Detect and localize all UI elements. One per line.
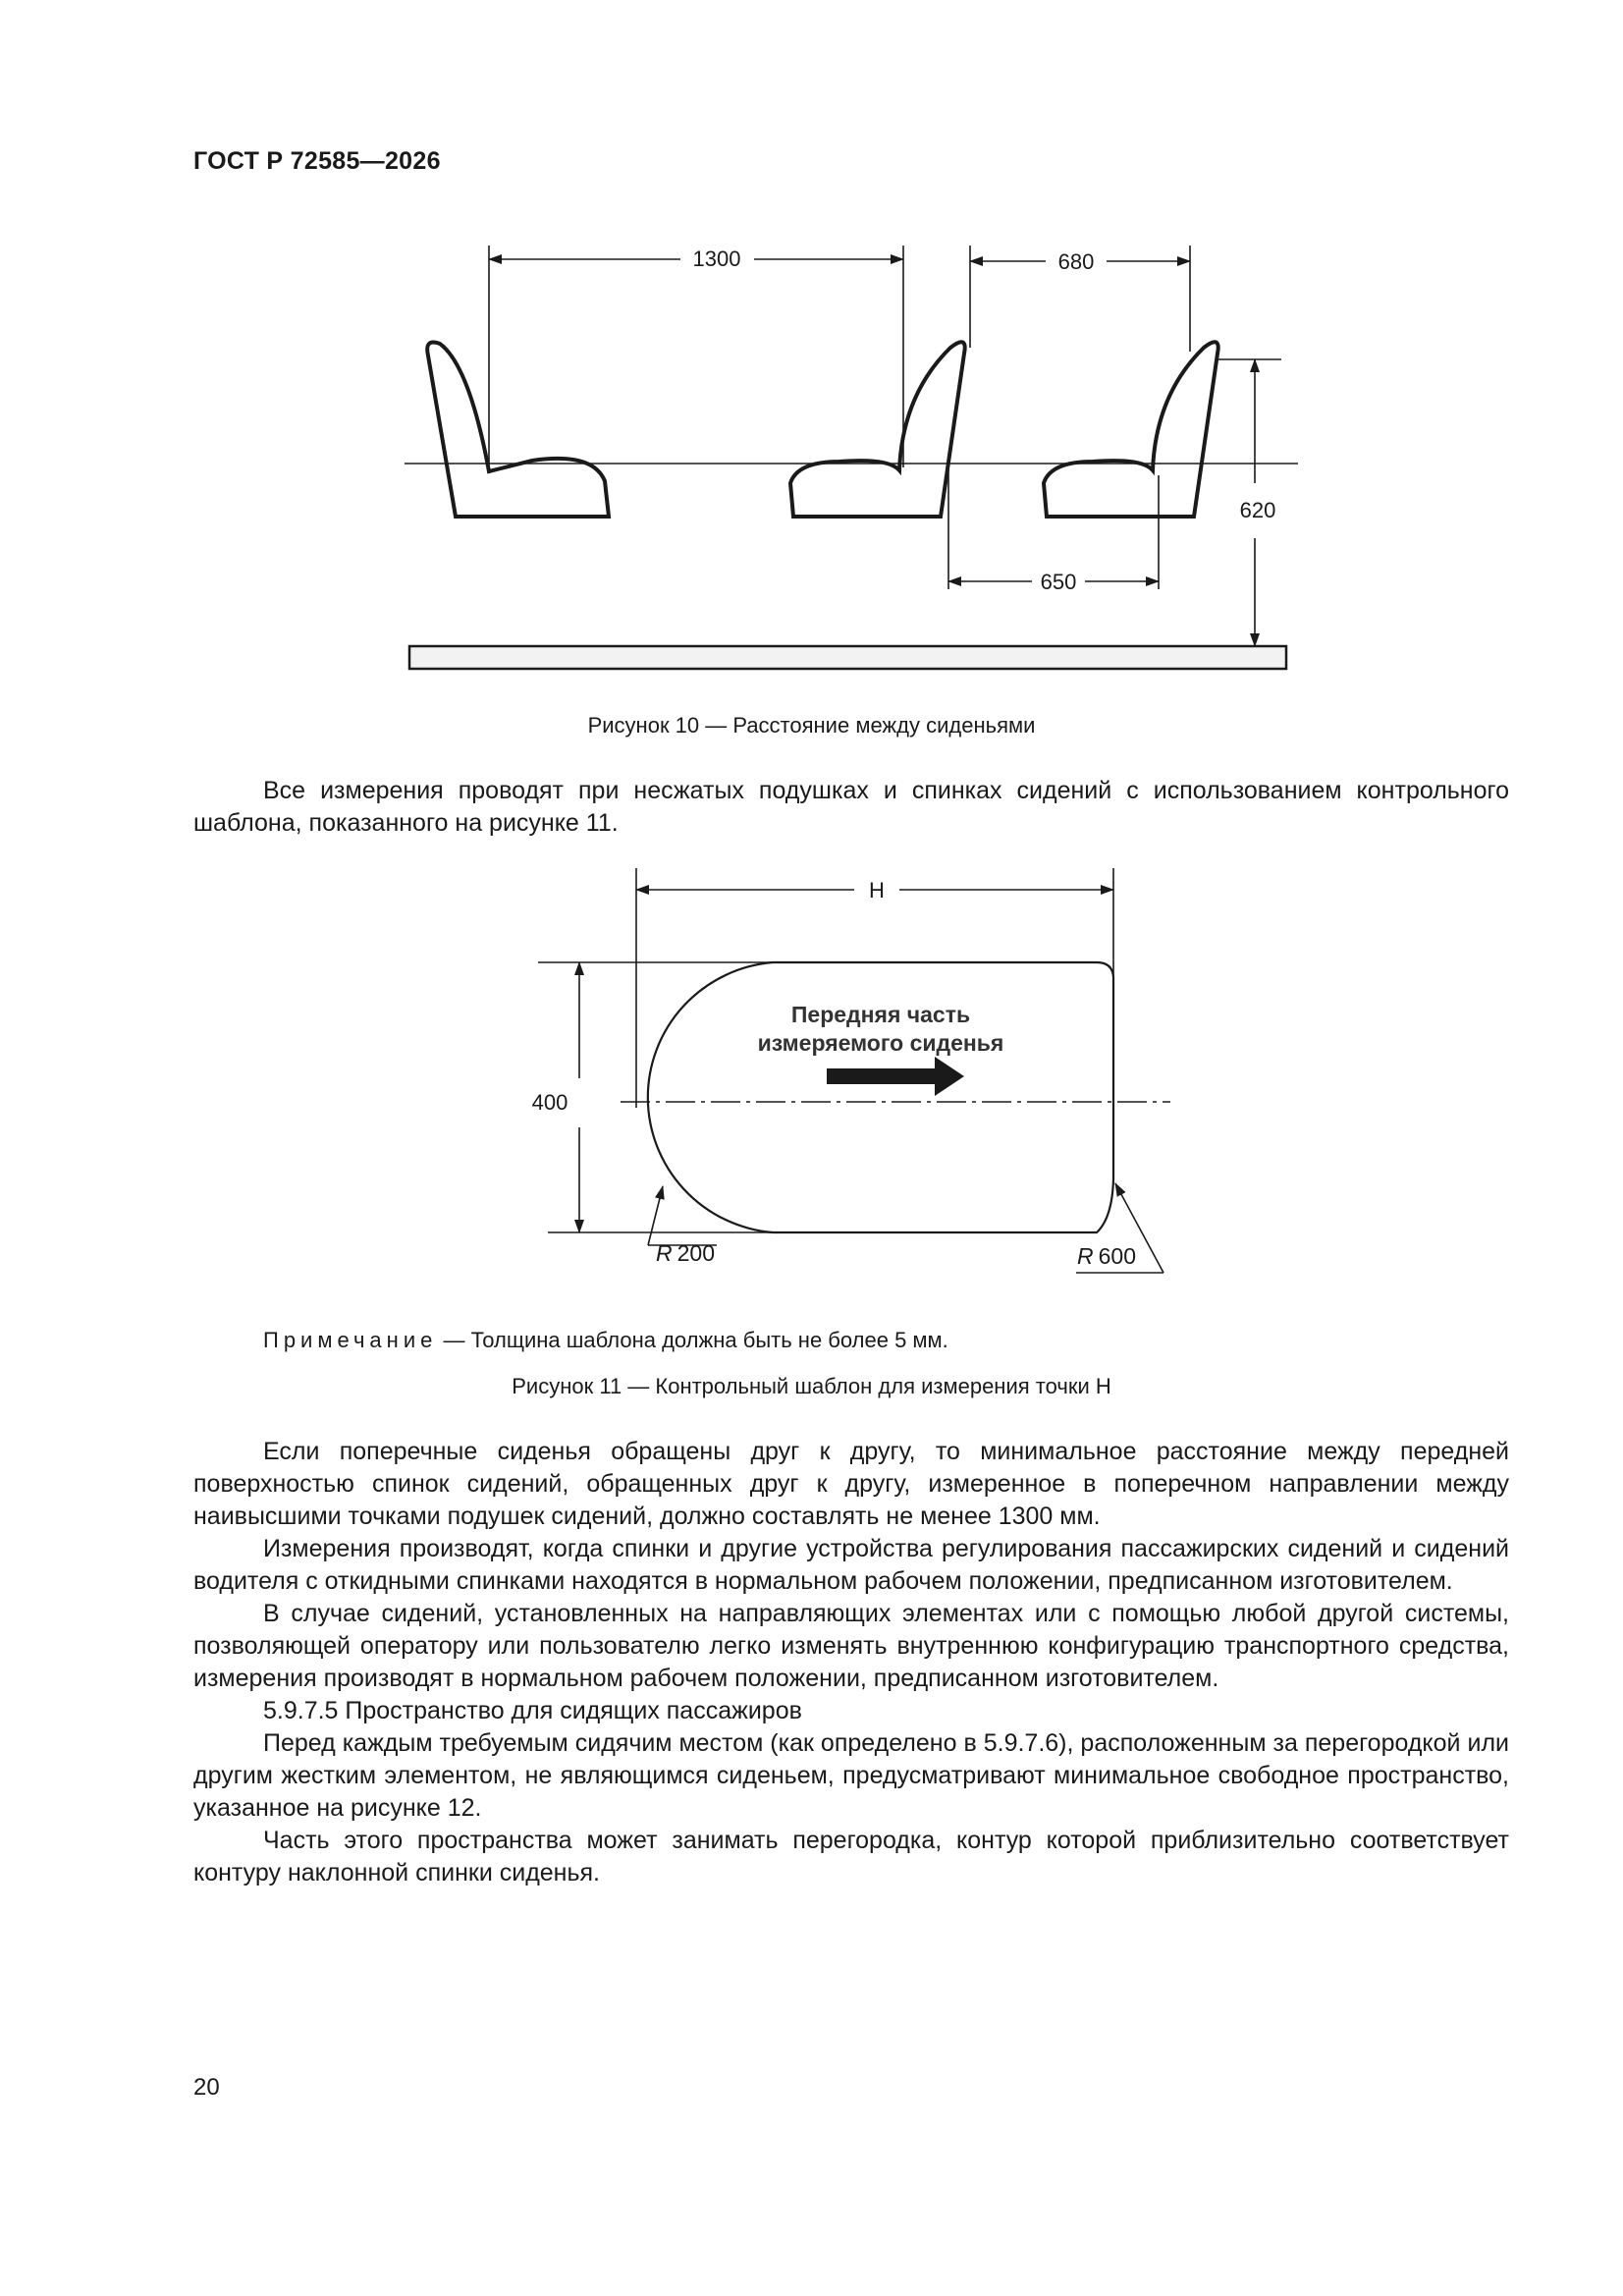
paragraph: Измерения производят, когда спинки и другие устройства регулирования пассажирских сидений и сидений водителя с откидными спинками находятся в нормальном рабочем положении, предписанном изготовителем. — [193, 1535, 1509, 1595]
section-heading: 5.9.7.5 Пространство для сидящих пассажиров — [263, 1697, 802, 1724]
page-number: 20 — [193, 2074, 220, 2101]
figure-11-caption: Рисунок 11 — Контрольный шаблон для измерения точки H — [512, 1374, 1111, 1398]
dim-1300-label: 1300 — [692, 246, 741, 271]
seat-front-label-1: Передняя часть — [790, 1002, 971, 1027]
seat-3 — [1044, 342, 1218, 517]
intro-paragraph: Все измерения проводят при несжатых подушках и спинках сидений с использованием контрольного шаблона, показанного на рисунке 11. — [193, 777, 1509, 837]
seat-2 — [790, 342, 965, 517]
dim-h-label: H — [869, 878, 885, 902]
seat-front-label-2: измеряемого сиденья — [757, 1030, 1004, 1056]
dim-650-label: 650 — [1040, 570, 1077, 594]
r600-label: R 600 — [1077, 1243, 1136, 1269]
paragraph: В случае сидений, установленных на направляющих элементах или с помощью любой другой системы, позволяющей оператору или пользователю легко изменять внутреннюю конфигурацию транспортного средства, измерения производят в нормальном рабочем положении, предписанном изготовителем. — [193, 1600, 1509, 1692]
note-label: Примечание — [263, 1328, 438, 1352]
paragraph: Если поперечные сиденья обращены друг к другу, то минимальное расстояние между передней поверхностью спинок сидений, обращенных друг к другу, измеренное в поперечном направлении между наивысшими точками подушек сидений, должно составлять не менее 1300 мм. — [193, 1438, 1509, 1530]
paragraph: Часть этого пространства может занимать перегородка, контур которой приблизительно соответствует контуру наклонной спинки сиденья. — [193, 1827, 1509, 1886]
paragraph: Перед каждым требуемым сидячим местом (как определено в 5.9.7.6), расположенным за перегородкой или другим жестким элементом, не являющимся сиденьем, предусматривают минимальное свободное пространство, указанное на рисунке 12. — [193, 1729, 1509, 1822]
figure-11-note — [263, 1328, 948, 1353]
dim-400-label: 400 — [531, 1090, 568, 1115]
figure-10-diagram — [0, 0, 1623, 707]
r200-label: R 200 — [656, 1240, 715, 1266]
seat-1 — [427, 343, 609, 518]
figure-11-diagram — [0, 845, 1623, 1296]
note-text: — Толщина шаблона должна быть не более 5 мм. — [443, 1328, 948, 1352]
direction-arrow — [827, 1057, 964, 1096]
document-header: ГОСТ Р 72585—2026 — [193, 147, 441, 175]
dim-620-label: 620 — [1239, 498, 1276, 522]
figure-10-caption: Рисунок 10 — Расстояние между сиденьями — [587, 713, 1036, 738]
dim-680-label: 680 — [1057, 249, 1095, 274]
body-text — [193, 1436, 1509, 1889]
